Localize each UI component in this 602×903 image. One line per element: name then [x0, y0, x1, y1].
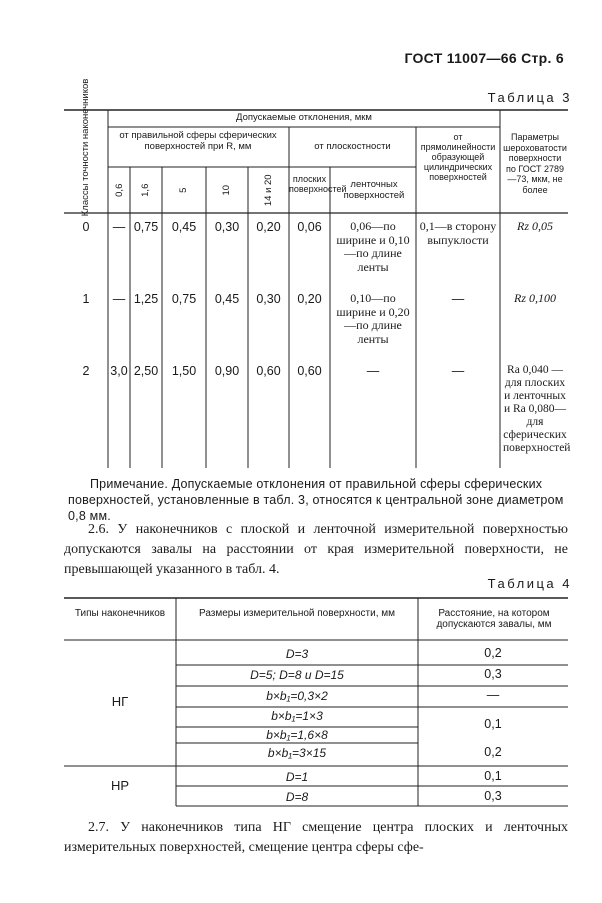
t4-size-5: b×b₁=3×15	[267, 746, 327, 760]
col-flat-plain-header: плоских поверхностей	[289, 174, 347, 194]
row2-r1: 2,50	[133, 364, 159, 378]
col-deviation-header: Допускаемые отклонения, мкм	[236, 112, 372, 123]
row0-class: 0	[82, 220, 90, 234]
row0-flat: 0,06	[297, 220, 322, 234]
row1-straight: —	[451, 292, 465, 306]
row2-r2: 1,50	[171, 364, 197, 378]
row0-r0: —	[112, 220, 126, 234]
row1-r2: 0,75	[171, 292, 197, 306]
row2-straight: —	[451, 364, 465, 378]
t4-type-ng: НГ	[111, 694, 129, 709]
row1-band: 0,10—по ширине и 0,20—по длине ленты	[336, 291, 410, 346]
col-sphere-header: от правильной сферы сферических поверхностей при R, мм	[119, 130, 277, 152]
t4-size-0: D=3	[285, 647, 309, 661]
t4-dist-0: 0,2	[484, 646, 502, 660]
row0-r4: 0,20	[256, 220, 281, 234]
paragraph-2-6: 2.6. У наконечников с плоской и ленточной измерительной поверхностью допускаются завалы на расстоянии от края измерительной поверхности, не превышающей указанного в табл. 4.	[64, 522, 568, 577]
t4-type-nr: НР	[110, 778, 130, 793]
col-rough-header: Параметры шероховатости поверхности по ГОСТ 2789—73, мкм, не более	[503, 132, 567, 195]
t4-col-dist-header: Расстояние, на котором допускаются завалы, мм	[436, 608, 552, 630]
row1-r4: 0,30	[256, 292, 281, 306]
t4-dist-5: 0,1	[484, 769, 502, 783]
t4-dist-6: 0,3	[484, 789, 502, 803]
col-straight-header: от прямолинейности образующей цилиндрических поверхностей	[420, 132, 496, 182]
table3-note: Примечание. Допускаемые отклонения от правильной сферы сферических поверхностей, установленные в табл. 3, относятся к центральной зоне диаметром 0,8 мм.	[68, 477, 564, 523]
row1-rough: Rz 0,100	[514, 291, 556, 305]
col-class-header: Классы точности наконечников	[79, 78, 91, 217]
t4-size-7: D=8	[285, 790, 309, 804]
page-header: ГОСТ 11007—66 Стр. 6	[404, 50, 564, 66]
row2-band: —	[366, 364, 380, 378]
table4-caption: Таблица 4	[487, 576, 572, 591]
paragraph-2-7: 2.7. У наконечников типа НГ смещение центра плоских и ленточных измерительных поверхностей, смещение центра сферы сфе-	[64, 820, 568, 855]
row1-class: 1	[82, 292, 90, 306]
row2-class: 2	[82, 364, 90, 378]
row1-flat: 0,20	[297, 292, 322, 306]
row2-r4: 0,60	[256, 364, 281, 378]
row2-flat: 0,60	[297, 364, 322, 378]
table3-caption: Таблица 3	[487, 90, 572, 105]
row2-r0: 3,0	[110, 364, 128, 378]
t4-size-4: b×b₁=1,6×8	[266, 728, 328, 742]
r-value-1: 1,6	[139, 183, 151, 197]
row1-r1: 1,25	[133, 292, 159, 306]
row1-r3: 0,45	[214, 292, 240, 306]
t4-size-1: D=5; D=8 и D=15	[250, 668, 344, 682]
row0-rough: Rz 0,05	[517, 219, 553, 233]
t4-col-type-header: Типы наконечников	[74, 608, 166, 619]
t4-size-2: b×b₁=0,3×2	[266, 689, 328, 703]
row0-band: 0,06—по ширине и 0,10—по длине ленты	[336, 219, 410, 274]
row2-r3: 0,90	[214, 364, 240, 378]
row1-r0: —	[112, 292, 126, 306]
t4-dist-2: —	[486, 688, 500, 702]
t4-size-3: b×b₁=1×3	[271, 709, 323, 723]
t4-col-size-header: Размеры измерительной поверхности, мм	[198, 608, 396, 619]
t4-dist-1: 0,3	[484, 667, 502, 681]
row0-straight: 0,1—в сторону выпуклости	[419, 219, 497, 247]
r-value-4: 14 и 20	[262, 174, 274, 207]
r-value-0: 0,6	[113, 183, 125, 197]
row0-r3: 0,30	[214, 220, 240, 234]
col-flat-band-header: ленточных поверхностей	[343, 179, 405, 201]
row2-rough: Ra 0,040 —для плоских и ленточных и Ra 0,080— для сферических поверхностей	[503, 364, 571, 454]
col-flat-header: от плоскостности	[314, 141, 391, 152]
row0-r2: 0,45	[171, 220, 197, 234]
t4-dist-4: 0,2	[484, 745, 502, 759]
r-value-3: 10	[220, 184, 232, 196]
t4-dist-3: 0,1	[484, 717, 502, 731]
r-value-2: 5	[177, 187, 189, 193]
row0-r1: 0,75	[133, 220, 159, 234]
t4-size-6: D=1	[285, 770, 309, 784]
